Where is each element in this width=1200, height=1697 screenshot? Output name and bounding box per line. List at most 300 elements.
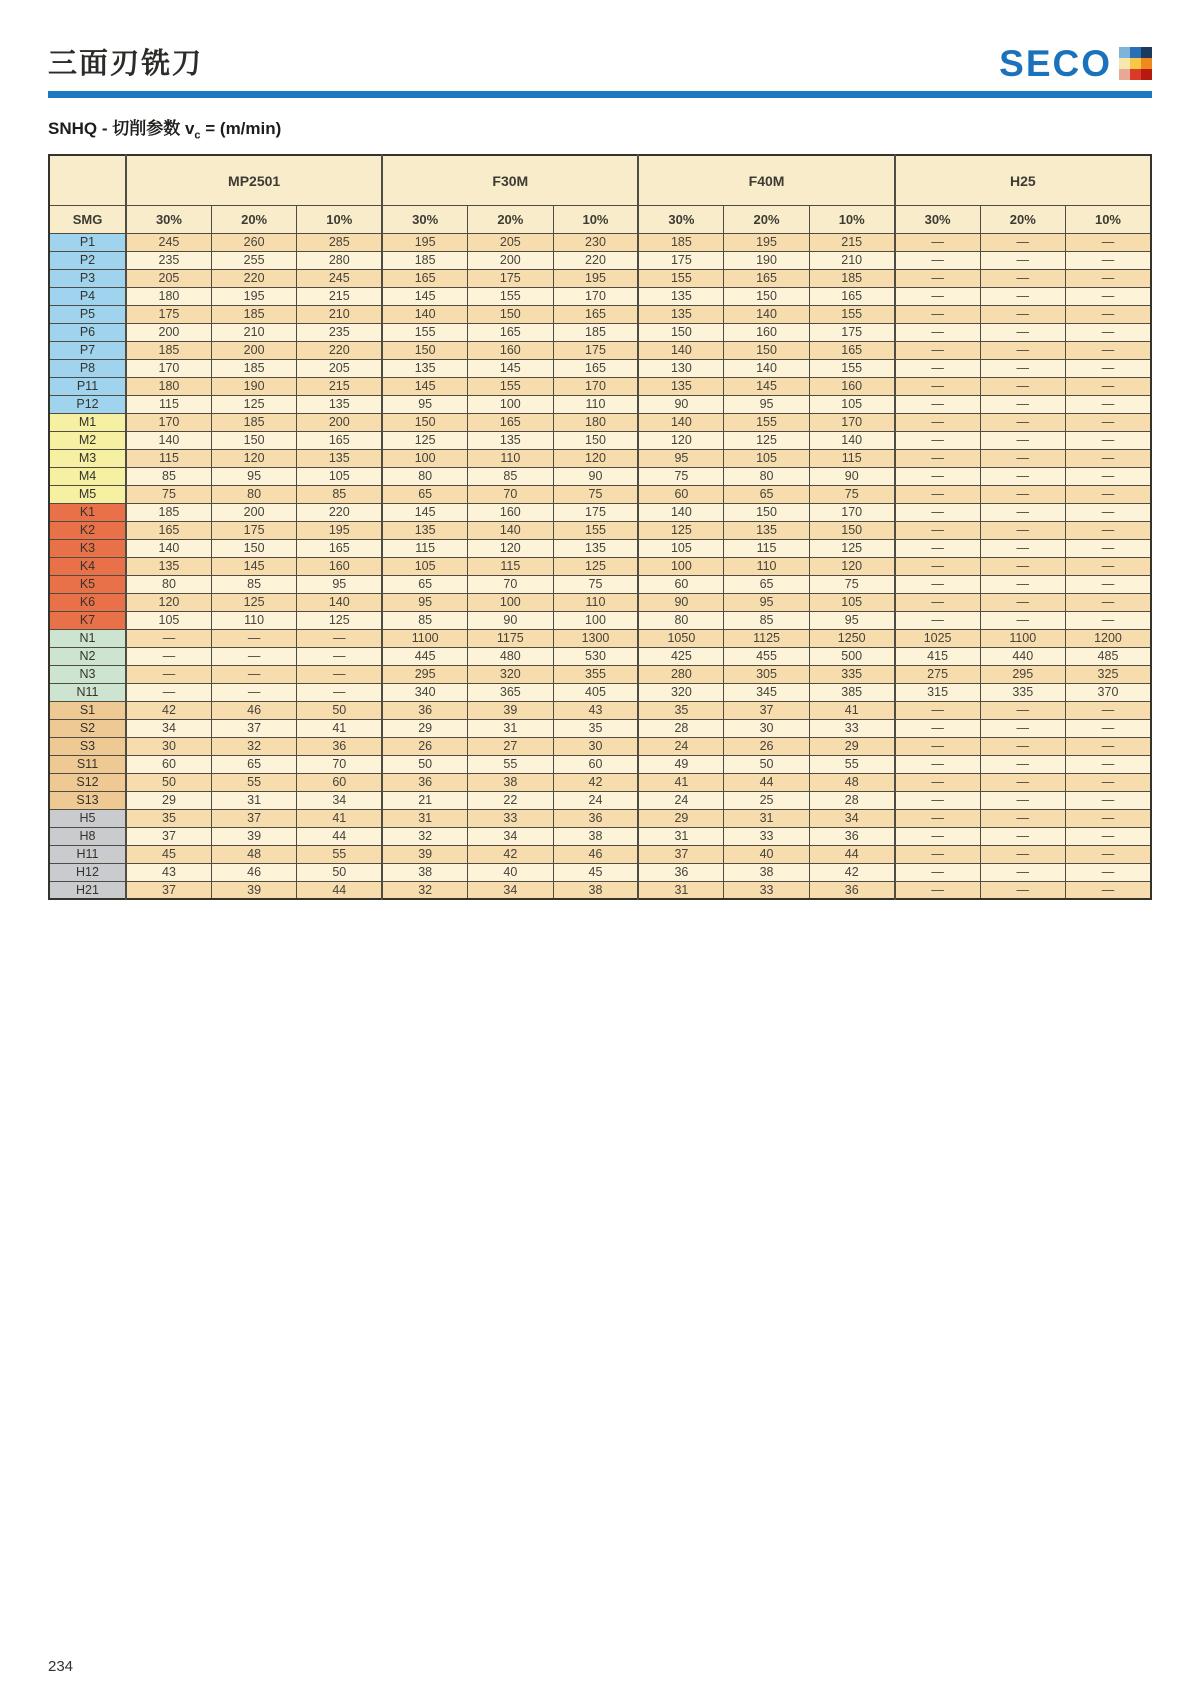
- value-cell: 35: [638, 701, 723, 719]
- value-cell: —: [895, 305, 980, 323]
- value-cell: 530: [553, 647, 638, 665]
- value-cell: 60: [638, 575, 723, 593]
- value-cell: —: [980, 611, 1065, 629]
- table-head: [49, 155, 1151, 233]
- value-cell: 150: [724, 503, 809, 521]
- value-cell: —: [1065, 503, 1151, 521]
- value-cell: —: [895, 863, 980, 881]
- table-row-m1: [49, 413, 1151, 431]
- value-cell: 140: [638, 341, 723, 359]
- table-row-k5: [49, 575, 1151, 593]
- value-cell: 33: [809, 719, 894, 737]
- value-cell: 44: [724, 773, 809, 791]
- value-cell: 28: [638, 719, 723, 737]
- value-cell: 135: [297, 449, 382, 467]
- value-cell: 170: [126, 359, 211, 377]
- value-cell: —: [980, 395, 1065, 413]
- value-cell: 90: [809, 467, 894, 485]
- value-cell: 42: [468, 845, 553, 863]
- value-cell: 21: [382, 791, 467, 809]
- value-cell: 135: [638, 305, 723, 323]
- value-cell: 165: [382, 269, 467, 287]
- value-cell: 1100: [980, 629, 1065, 647]
- value-cell: 30: [126, 737, 211, 755]
- value-cell: —: [126, 629, 211, 647]
- value-cell: 34: [468, 881, 553, 899]
- value-cell: 195: [553, 269, 638, 287]
- logo-square-8: [1141, 69, 1152, 80]
- value-cell: 42: [126, 701, 211, 719]
- value-cell: 45: [126, 845, 211, 863]
- value-cell: —: [297, 647, 382, 665]
- table-row-k6: [49, 593, 1151, 611]
- value-cell: 40: [468, 863, 553, 881]
- row-label-h5: H5: [49, 809, 126, 827]
- value-cell: 29: [809, 737, 894, 755]
- page-number: 234: [48, 1658, 74, 1675]
- value-cell: —: [895, 341, 980, 359]
- value-cell: 50: [297, 701, 382, 719]
- table-row-n3: [49, 665, 1151, 683]
- value-cell: 115: [126, 395, 211, 413]
- table-row-p3: [49, 269, 1151, 287]
- value-cell: —: [895, 287, 980, 305]
- value-cell: 30: [553, 737, 638, 755]
- value-cell: 170: [553, 377, 638, 395]
- value-cell: 185: [553, 323, 638, 341]
- value-cell: 120: [638, 431, 723, 449]
- value-cell: 120: [126, 593, 211, 611]
- logo-square-0: [1119, 47, 1130, 58]
- value-cell: 500: [809, 647, 894, 665]
- value-cell: 90: [553, 467, 638, 485]
- value-cell: 150: [468, 305, 553, 323]
- value-cell: 85: [724, 611, 809, 629]
- value-cell: 1175: [468, 629, 553, 647]
- value-cell: 220: [553, 251, 638, 269]
- value-cell: 175: [468, 269, 553, 287]
- table-row-s11: [49, 755, 1151, 773]
- seco-logo-text: SECO: [999, 43, 1112, 84]
- value-cell: 125: [553, 557, 638, 575]
- row-label-p11: P11: [49, 377, 126, 395]
- table-row-n11: [49, 683, 1151, 701]
- value-cell: —: [980, 719, 1065, 737]
- row-label-m3: M3: [49, 449, 126, 467]
- value-cell: —: [895, 233, 980, 251]
- value-cell: —: [1065, 755, 1151, 773]
- value-cell: —: [895, 449, 980, 467]
- value-cell: 160: [468, 341, 553, 359]
- value-cell: —: [1065, 557, 1151, 575]
- value-cell: 65: [382, 575, 467, 593]
- value-cell: 38: [468, 773, 553, 791]
- value-cell: 220: [297, 341, 382, 359]
- cutting-parameters-table: [48, 154, 1152, 900]
- value-cell: 160: [297, 557, 382, 575]
- value-cell: 60: [553, 755, 638, 773]
- value-cell: —: [980, 233, 1065, 251]
- value-cell: 150: [211, 539, 296, 557]
- value-cell: 1100: [382, 629, 467, 647]
- value-cell: 65: [724, 485, 809, 503]
- value-cell: 135: [638, 377, 723, 395]
- value-cell: —: [980, 449, 1065, 467]
- row-label-s3: S3: [49, 737, 126, 755]
- value-cell: —: [1065, 287, 1151, 305]
- value-cell: —: [1065, 467, 1151, 485]
- value-cell: —: [895, 827, 980, 845]
- row-label-s11: S11: [49, 755, 126, 773]
- value-cell: 46: [553, 845, 638, 863]
- value-cell: 41: [638, 773, 723, 791]
- value-cell: —: [980, 827, 1065, 845]
- value-cell: —: [980, 377, 1065, 395]
- value-cell: —: [1065, 521, 1151, 539]
- value-cell: 280: [297, 251, 382, 269]
- value-cell: 32: [382, 881, 467, 899]
- value-cell: —: [980, 305, 1065, 323]
- value-cell: —: [1065, 539, 1151, 557]
- value-cell: —: [1065, 773, 1151, 791]
- value-cell: —: [895, 521, 980, 539]
- value-cell: 100: [553, 611, 638, 629]
- row-label-k1: K1: [49, 503, 126, 521]
- value-cell: 34: [297, 791, 382, 809]
- value-cell: 145: [211, 557, 296, 575]
- subheader-row: [49, 205, 1151, 233]
- value-cell: 45: [553, 863, 638, 881]
- table-row-k7: [49, 611, 1151, 629]
- value-cell: 90: [468, 611, 553, 629]
- value-cell: 39: [211, 881, 296, 899]
- value-cell: 135: [724, 521, 809, 539]
- value-cell: —: [895, 737, 980, 755]
- value-cell: 34: [126, 719, 211, 737]
- row-label-p7: P7: [49, 341, 126, 359]
- value-cell: 385: [809, 683, 894, 701]
- value-cell: 38: [553, 827, 638, 845]
- value-cell: —: [1065, 809, 1151, 827]
- value-cell: 34: [809, 809, 894, 827]
- table-row-m4: [49, 467, 1151, 485]
- value-cell: 355: [553, 665, 638, 683]
- value-cell: —: [980, 575, 1065, 593]
- value-cell: 85: [468, 467, 553, 485]
- row-label-k2: K2: [49, 521, 126, 539]
- value-cell: 120: [553, 449, 638, 467]
- value-cell: 275: [895, 665, 980, 683]
- value-cell: 29: [638, 809, 723, 827]
- group-header-h25: H25: [895, 155, 1151, 205]
- value-cell: —: [895, 467, 980, 485]
- value-cell: —: [1065, 485, 1151, 503]
- row-label-p12: P12: [49, 395, 126, 413]
- logo-square-2: [1141, 47, 1152, 58]
- value-cell: 345: [724, 683, 809, 701]
- row-label-s2: S2: [49, 719, 126, 737]
- value-cell: 24: [553, 791, 638, 809]
- value-cell: 46: [211, 863, 296, 881]
- value-cell: 320: [468, 665, 553, 683]
- subheader-h25-30%: 30%: [895, 205, 980, 233]
- value-cell: 37: [126, 827, 211, 845]
- subheader-f40m-30%: 30%: [638, 205, 723, 233]
- value-cell: 95: [638, 449, 723, 467]
- value-cell: 26: [382, 737, 467, 755]
- value-cell: 190: [211, 377, 296, 395]
- value-cell: 140: [297, 593, 382, 611]
- value-cell: 150: [382, 341, 467, 359]
- value-cell: —: [980, 521, 1065, 539]
- value-cell: —: [895, 611, 980, 629]
- value-cell: —: [980, 845, 1065, 863]
- value-cell: 110: [468, 449, 553, 467]
- value-cell: —: [1065, 737, 1151, 755]
- value-cell: 140: [126, 539, 211, 557]
- value-cell: 125: [382, 431, 467, 449]
- value-cell: —: [1065, 431, 1151, 449]
- value-cell: 135: [553, 539, 638, 557]
- row-label-s1: S1: [49, 701, 126, 719]
- table-row-k4: [49, 557, 1151, 575]
- value-cell: 80: [382, 467, 467, 485]
- value-cell: 34: [468, 827, 553, 845]
- value-cell: 150: [724, 341, 809, 359]
- value-cell: —: [211, 665, 296, 683]
- value-cell: —: [980, 773, 1065, 791]
- table-body: [49, 233, 1151, 899]
- value-cell: 170: [126, 413, 211, 431]
- row-label-m2: M2: [49, 431, 126, 449]
- value-cell: 335: [809, 665, 894, 683]
- subheader-h25-20%: 20%: [980, 205, 1065, 233]
- value-cell: —: [895, 359, 980, 377]
- value-cell: 95: [382, 593, 467, 611]
- value-cell: 95: [724, 395, 809, 413]
- value-cell: 80: [724, 467, 809, 485]
- value-cell: 85: [382, 611, 467, 629]
- value-cell: —: [980, 557, 1065, 575]
- value-cell: 100: [638, 557, 723, 575]
- value-cell: —: [1065, 611, 1151, 629]
- value-cell: —: [895, 503, 980, 521]
- value-cell: 185: [638, 233, 723, 251]
- value-cell: 180: [553, 413, 638, 431]
- value-cell: 70: [468, 575, 553, 593]
- value-cell: 1050: [638, 629, 723, 647]
- value-cell: 165: [553, 305, 638, 323]
- value-cell: 170: [809, 503, 894, 521]
- value-cell: 140: [638, 503, 723, 521]
- value-cell: 105: [638, 539, 723, 557]
- value-cell: 155: [724, 413, 809, 431]
- value-cell: —: [1065, 359, 1151, 377]
- value-cell: 85: [211, 575, 296, 593]
- value-cell: —: [1065, 269, 1151, 287]
- logo-square-6: [1119, 69, 1130, 80]
- value-cell: 120: [211, 449, 296, 467]
- value-cell: 165: [468, 323, 553, 341]
- value-cell: 155: [638, 269, 723, 287]
- value-cell: 165: [809, 287, 894, 305]
- value-cell: —: [1065, 791, 1151, 809]
- value-cell: —: [1065, 449, 1151, 467]
- value-cell: 42: [809, 863, 894, 881]
- value-cell: —: [980, 467, 1065, 485]
- value-cell: 38: [724, 863, 809, 881]
- table-row-p4: [49, 287, 1151, 305]
- value-cell: 75: [809, 575, 894, 593]
- value-cell: 37: [724, 701, 809, 719]
- value-cell: 150: [809, 521, 894, 539]
- value-cell: 150: [553, 431, 638, 449]
- value-cell: 195: [382, 233, 467, 251]
- table-subtitle: [48, 114, 1152, 141]
- value-cell: —: [126, 665, 211, 683]
- value-cell: 145: [468, 359, 553, 377]
- value-cell: —: [895, 575, 980, 593]
- table-row-p6: [49, 323, 1151, 341]
- logo-square-7: [1130, 69, 1141, 80]
- value-cell: 445: [382, 647, 467, 665]
- value-cell: 215: [297, 287, 382, 305]
- value-cell: 125: [211, 395, 296, 413]
- value-cell: —: [980, 737, 1065, 755]
- value-cell: 140: [382, 305, 467, 323]
- value-cell: 200: [211, 341, 296, 359]
- value-cell: 33: [468, 809, 553, 827]
- value-cell: 165: [297, 539, 382, 557]
- value-cell: 200: [211, 503, 296, 521]
- value-cell: 185: [211, 413, 296, 431]
- row-label-h12: H12: [49, 863, 126, 881]
- value-cell: 140: [724, 359, 809, 377]
- row-label-k6: K6: [49, 593, 126, 611]
- table-row-k1: [49, 503, 1151, 521]
- value-cell: —: [1065, 377, 1151, 395]
- value-cell: —: [211, 683, 296, 701]
- value-cell: 145: [382, 503, 467, 521]
- value-cell: 200: [297, 413, 382, 431]
- value-cell: 365: [468, 683, 553, 701]
- row-label-h21: H21: [49, 881, 126, 899]
- value-cell: 50: [724, 755, 809, 773]
- value-cell: 41: [809, 701, 894, 719]
- value-cell: 190: [724, 251, 809, 269]
- row-label-h11: H11: [49, 845, 126, 863]
- value-cell: 95: [724, 593, 809, 611]
- value-cell: 105: [382, 557, 467, 575]
- value-cell: 160: [724, 323, 809, 341]
- value-cell: 415: [895, 647, 980, 665]
- logo-square-5: [1141, 58, 1152, 69]
- group-header-row: [49, 155, 1151, 205]
- value-cell: —: [895, 881, 980, 899]
- table-row-p7: [49, 341, 1151, 359]
- value-cell: 165: [809, 341, 894, 359]
- value-cell: 215: [297, 377, 382, 395]
- value-cell: 120: [468, 539, 553, 557]
- value-cell: 320: [638, 683, 723, 701]
- table-row-h21: [49, 881, 1151, 899]
- value-cell: 1250: [809, 629, 894, 647]
- table-row-m3: [49, 449, 1151, 467]
- value-cell: 165: [297, 431, 382, 449]
- value-cell: 175: [126, 305, 211, 323]
- value-cell: 340: [382, 683, 467, 701]
- value-cell: 235: [126, 251, 211, 269]
- value-cell: 175: [211, 521, 296, 539]
- value-cell: 110: [724, 557, 809, 575]
- value-cell: 325: [1065, 665, 1151, 683]
- table-row-p5: [49, 305, 1151, 323]
- row-label-p3: P3: [49, 269, 126, 287]
- value-cell: 215: [809, 233, 894, 251]
- value-cell: —: [980, 359, 1065, 377]
- value-cell: 260: [211, 233, 296, 251]
- value-cell: 70: [468, 485, 553, 503]
- value-cell: 31: [382, 809, 467, 827]
- value-cell: 31: [211, 791, 296, 809]
- value-cell: 150: [211, 431, 296, 449]
- value-cell: —: [980, 881, 1065, 899]
- value-cell: 200: [468, 251, 553, 269]
- value-cell: 95: [382, 395, 467, 413]
- value-cell: 210: [211, 323, 296, 341]
- value-cell: 480: [468, 647, 553, 665]
- value-cell: 125: [809, 539, 894, 557]
- value-cell: —: [211, 629, 296, 647]
- value-cell: 130: [638, 359, 723, 377]
- value-cell: 335: [980, 683, 1065, 701]
- value-cell: 155: [468, 377, 553, 395]
- value-cell: —: [895, 251, 980, 269]
- value-cell: 180: [126, 377, 211, 395]
- table-row-s3: [49, 737, 1151, 755]
- value-cell: 41: [297, 719, 382, 737]
- value-cell: —: [297, 629, 382, 647]
- value-cell: 150: [382, 413, 467, 431]
- value-cell: 31: [638, 827, 723, 845]
- value-cell: 41: [297, 809, 382, 827]
- value-cell: 95: [809, 611, 894, 629]
- value-cell: —: [211, 647, 296, 665]
- table-row-p8: [49, 359, 1151, 377]
- subheader-mp2501-10%: 10%: [297, 205, 382, 233]
- value-cell: 44: [297, 827, 382, 845]
- value-cell: 170: [553, 287, 638, 305]
- value-cell: 36: [809, 881, 894, 899]
- value-cell: —: [1065, 233, 1151, 251]
- row-label-s13: S13: [49, 791, 126, 809]
- value-cell: —: [297, 683, 382, 701]
- value-cell: —: [895, 431, 980, 449]
- table-row-n2: [49, 647, 1151, 665]
- table-row-s12: [49, 773, 1151, 791]
- value-cell: —: [980, 431, 1065, 449]
- value-cell: 42: [553, 773, 638, 791]
- value-cell: 140: [809, 431, 894, 449]
- value-cell: 165: [553, 359, 638, 377]
- seco-logo: [999, 45, 1152, 82]
- row-label-k5: K5: [49, 575, 126, 593]
- row-label-n11: N11: [49, 683, 126, 701]
- value-cell: 295: [382, 665, 467, 683]
- table-row-k3: [49, 539, 1151, 557]
- row-label-k4: K4: [49, 557, 126, 575]
- subtitle-subscript: c: [194, 129, 201, 142]
